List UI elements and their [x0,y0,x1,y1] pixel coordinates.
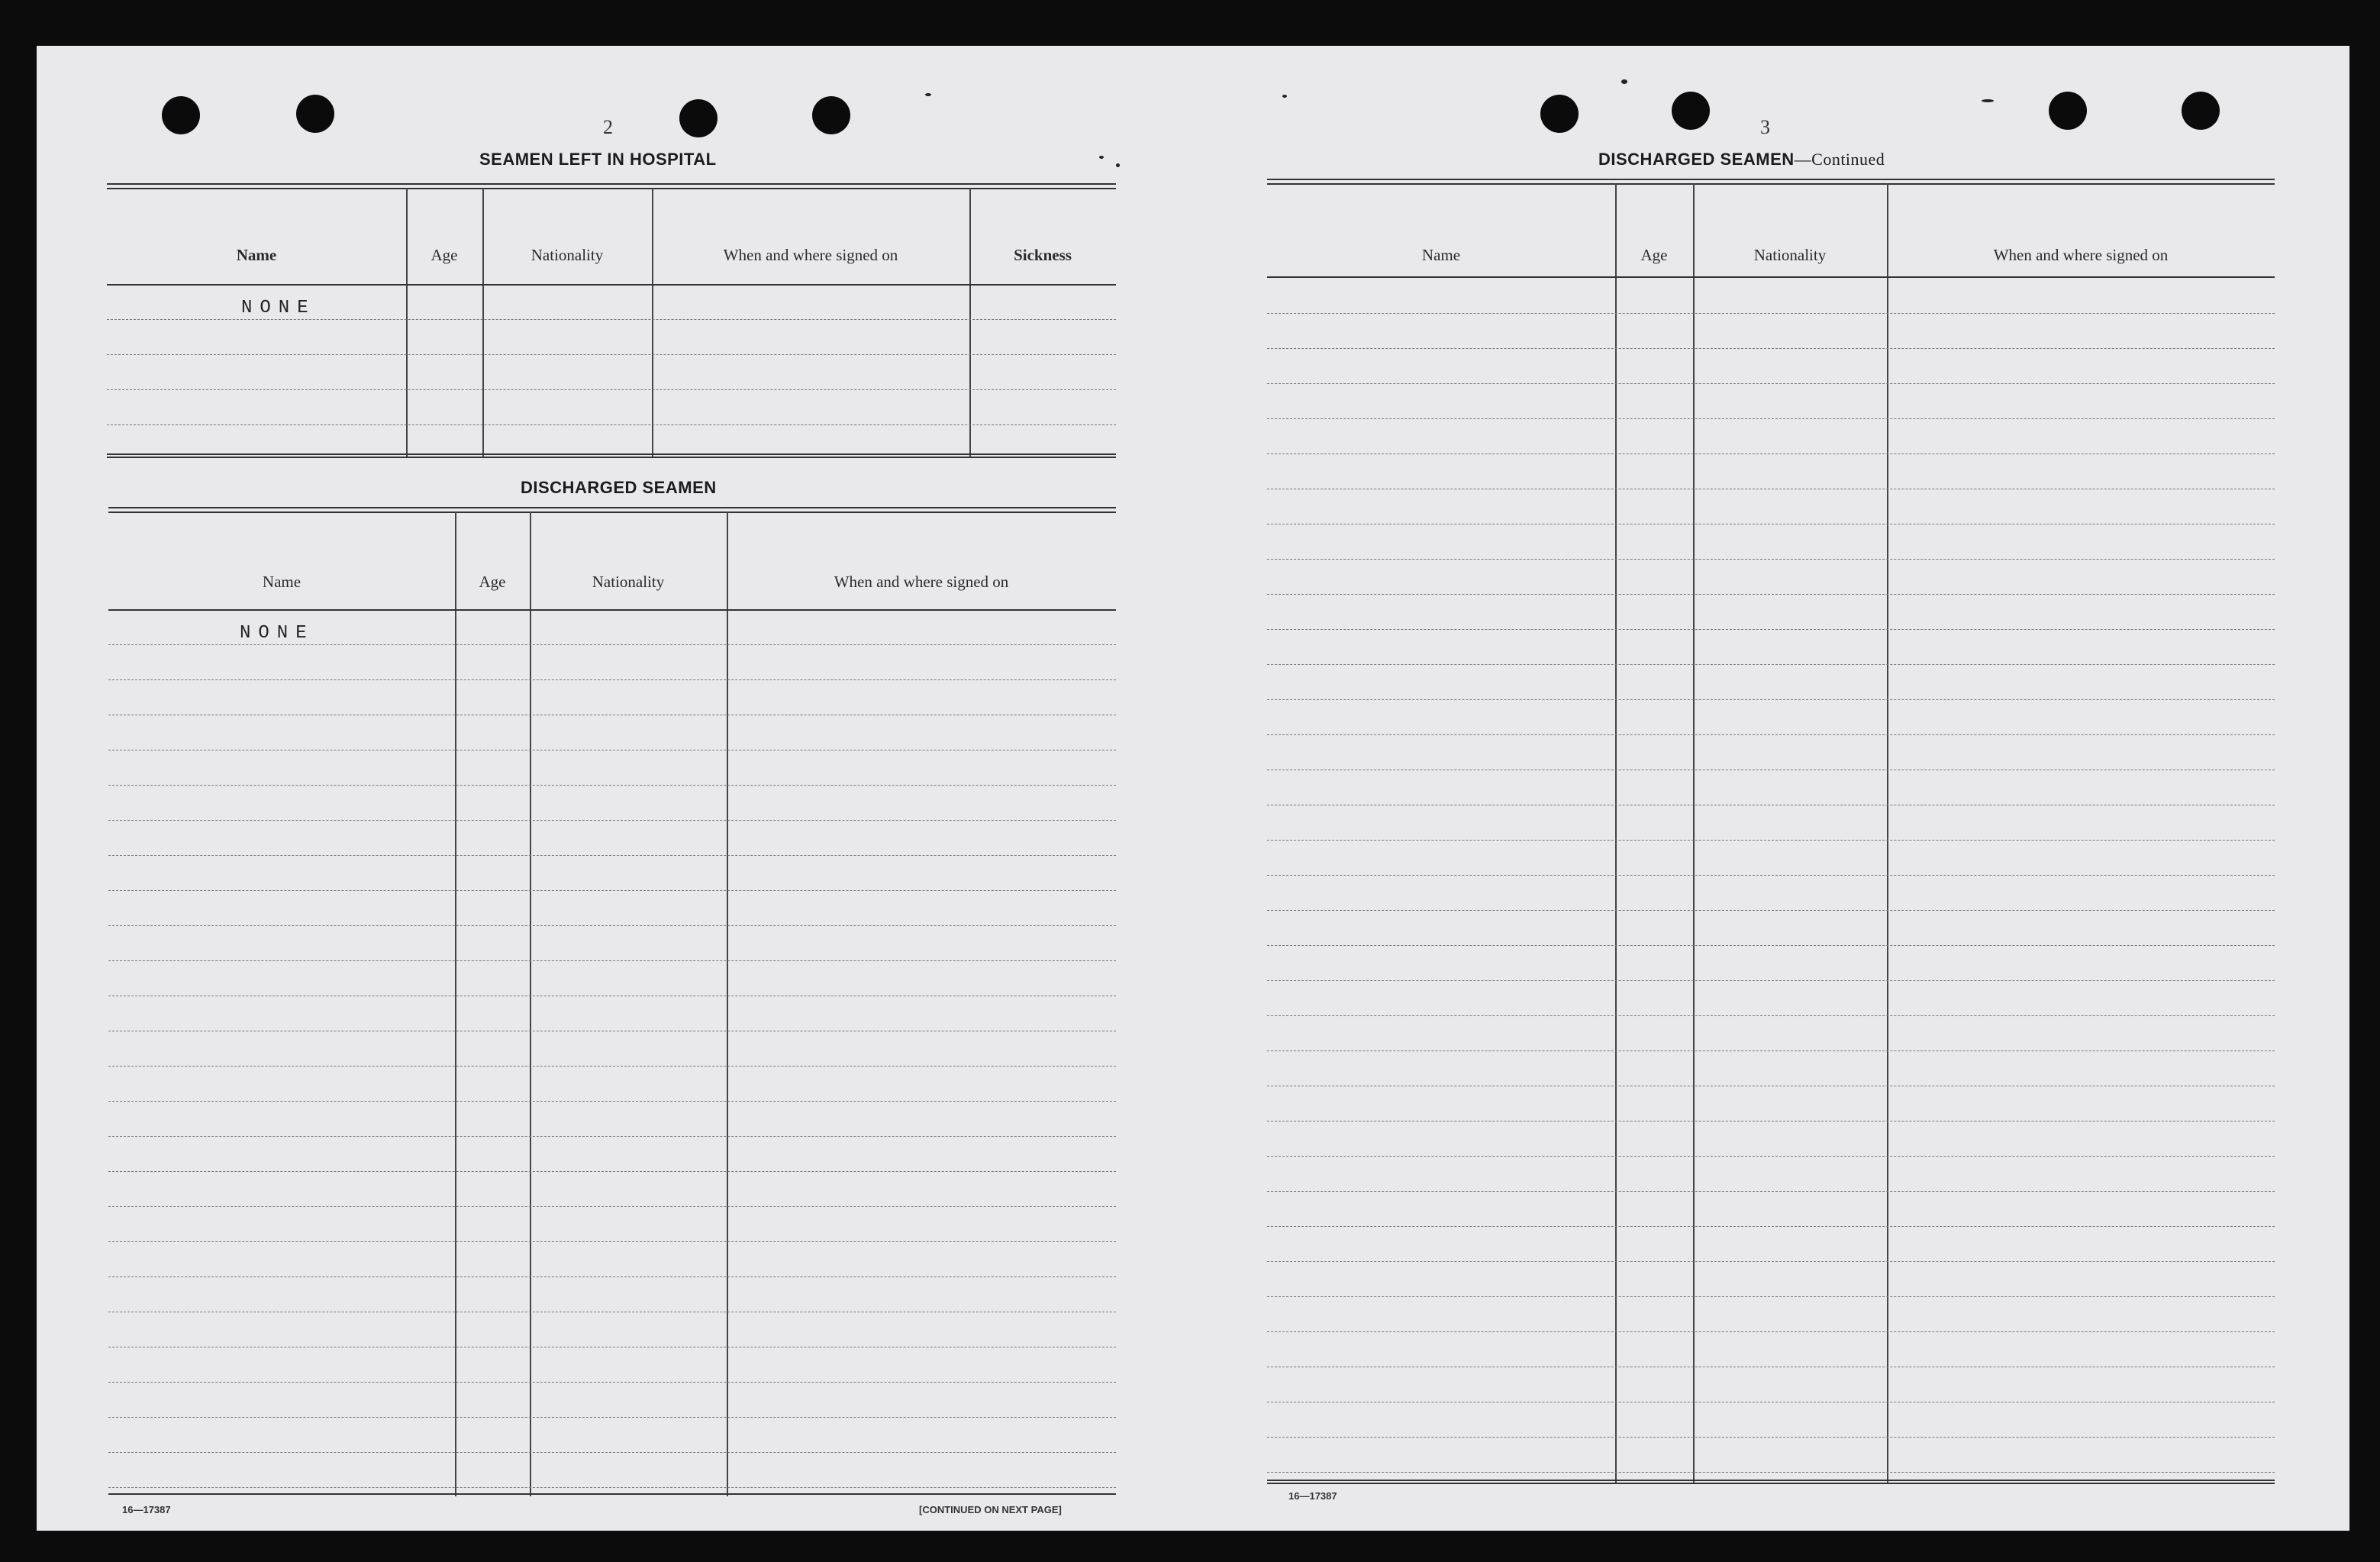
table-row [108,1487,1116,1488]
title-continued: —Continued [1794,150,1885,169]
table-top-rule [107,188,1116,189]
table-row [108,960,1116,961]
table-row [108,925,1116,926]
table-bottom-rule [1267,1480,2275,1481]
table-bottom-rule [107,453,1116,455]
continued-note: [CONTINUED ON NEXT PAGE] [919,1504,1062,1515]
discharged-continued-table [1267,179,2275,1484]
table-row [108,855,1116,856]
column-header-nationality: Nationality [531,246,604,264]
table-row [1267,980,2275,981]
speck [1116,163,1120,167]
table-row [108,1206,1116,1207]
table-row [1267,945,2275,946]
table-row [108,1241,1116,1242]
column-divider [530,512,531,1496]
binder-hole [812,96,850,134]
table-row [1267,383,2275,384]
section-title-discharged: DISCHARGED SEAMEN [521,478,717,497]
speck [1621,79,1627,84]
table-row [108,1382,1116,1383]
hospital-table [107,183,1116,458]
table-row [1267,1472,2275,1473]
name-entry: NONE [241,298,316,318]
page-number: 2 [603,116,613,138]
document-sheet [37,46,2349,1531]
section-title-hospital: SEAMEN LEFT IN HOSPITAL [479,150,717,169]
table-row [1267,1261,2275,1262]
header-rule [1267,276,2275,278]
column-header-age: Age [479,573,506,591]
table-row [108,890,1116,891]
table-row [1267,594,2275,595]
table-row [108,1452,1116,1453]
column-header-nationality: Nationality [592,573,665,591]
table-row [107,424,1116,425]
column-header-name: Name [1421,246,1461,264]
column-divider [1887,183,1888,1483]
table-row [108,679,1116,680]
column-header-age: Age [431,246,458,264]
table-row [1267,1191,2275,1192]
table-row [1267,629,2275,630]
table-row [1267,1331,2275,1332]
column-divider [406,188,408,457]
binder-hole [1540,95,1579,133]
table-top-rule [1267,179,2275,180]
table-row [108,1066,1116,1067]
speck [1099,156,1104,159]
speck [1282,95,1287,98]
table-top-rule [1267,183,2275,185]
column-header-name: Name [236,246,277,264]
table-row [108,1136,1116,1137]
table-top-rule [108,512,1116,513]
form-number: 16—17387 [122,1504,171,1515]
table-row [107,389,1116,390]
table-top-rule [107,183,1116,185]
table-bottom-rule [108,1493,1116,1495]
table-row [1267,1296,2275,1297]
column-header-sickness: Sickness [1014,246,1072,264]
page-number: 3 [1760,116,1770,138]
table-row [1267,348,2275,349]
table-row [1267,418,2275,419]
table-row [1267,699,2275,700]
table-row [1267,1050,2275,1051]
column-divider [482,188,484,457]
column-header-nationality: Nationality [1753,246,1827,264]
table-row [1267,1437,2275,1438]
table-row [1267,734,2275,735]
speck [1982,99,1994,102]
table-row [1267,875,2275,876]
table-row [1267,453,2275,454]
binder-hole [162,96,200,134]
table-row [1267,1156,2275,1157]
table-row [107,319,1116,320]
binder-hole [679,99,718,137]
speck [925,93,931,96]
table-row [1267,1015,2275,1016]
column-header-name: Name [262,573,302,591]
column-header-signed-on: When and where signed on [723,246,898,264]
column-divider [969,188,971,457]
table-row [107,354,1116,355]
column-header-signed-on: When and where signed on [1993,246,2169,264]
column-divider [1615,183,1617,1483]
header-rule [107,284,1116,286]
table-row [1267,840,2275,841]
table-row [108,820,1116,821]
binder-hole [1672,92,1710,130]
binder-hole [2049,92,2087,130]
title-main: DISCHARGED SEAMEN [1598,150,1795,169]
header-rule [108,609,1116,611]
column-header-signed-on: When and where signed on [834,573,1009,591]
binder-hole [296,95,334,133]
column-divider [727,512,728,1496]
table-row [1267,664,2275,665]
table-row [108,1171,1116,1172]
table-row [108,1417,1116,1418]
binder-hole [2182,92,2220,130]
table-row [1267,1226,2275,1227]
form-number: 16—17387 [1288,1490,1337,1502]
discharged-table [108,507,1116,1496]
column-header-age: Age [1640,246,1668,264]
table-top-rule [108,507,1116,508]
table-row [1267,559,2275,560]
table-row [108,1101,1116,1102]
table-row [1267,910,2275,911]
table-bottom-rule [107,457,1116,458]
section-title-discharged-continued [1598,150,1885,169]
table-row [108,644,1116,645]
table-row [1267,313,2275,314]
table-row [108,785,1116,786]
name-entry: NONE [240,623,314,644]
column-divider [455,512,456,1496]
column-divider [1693,183,1695,1483]
table-bottom-rule [1267,1483,2275,1484]
table-row [108,1276,1116,1277]
column-divider [652,188,653,457]
